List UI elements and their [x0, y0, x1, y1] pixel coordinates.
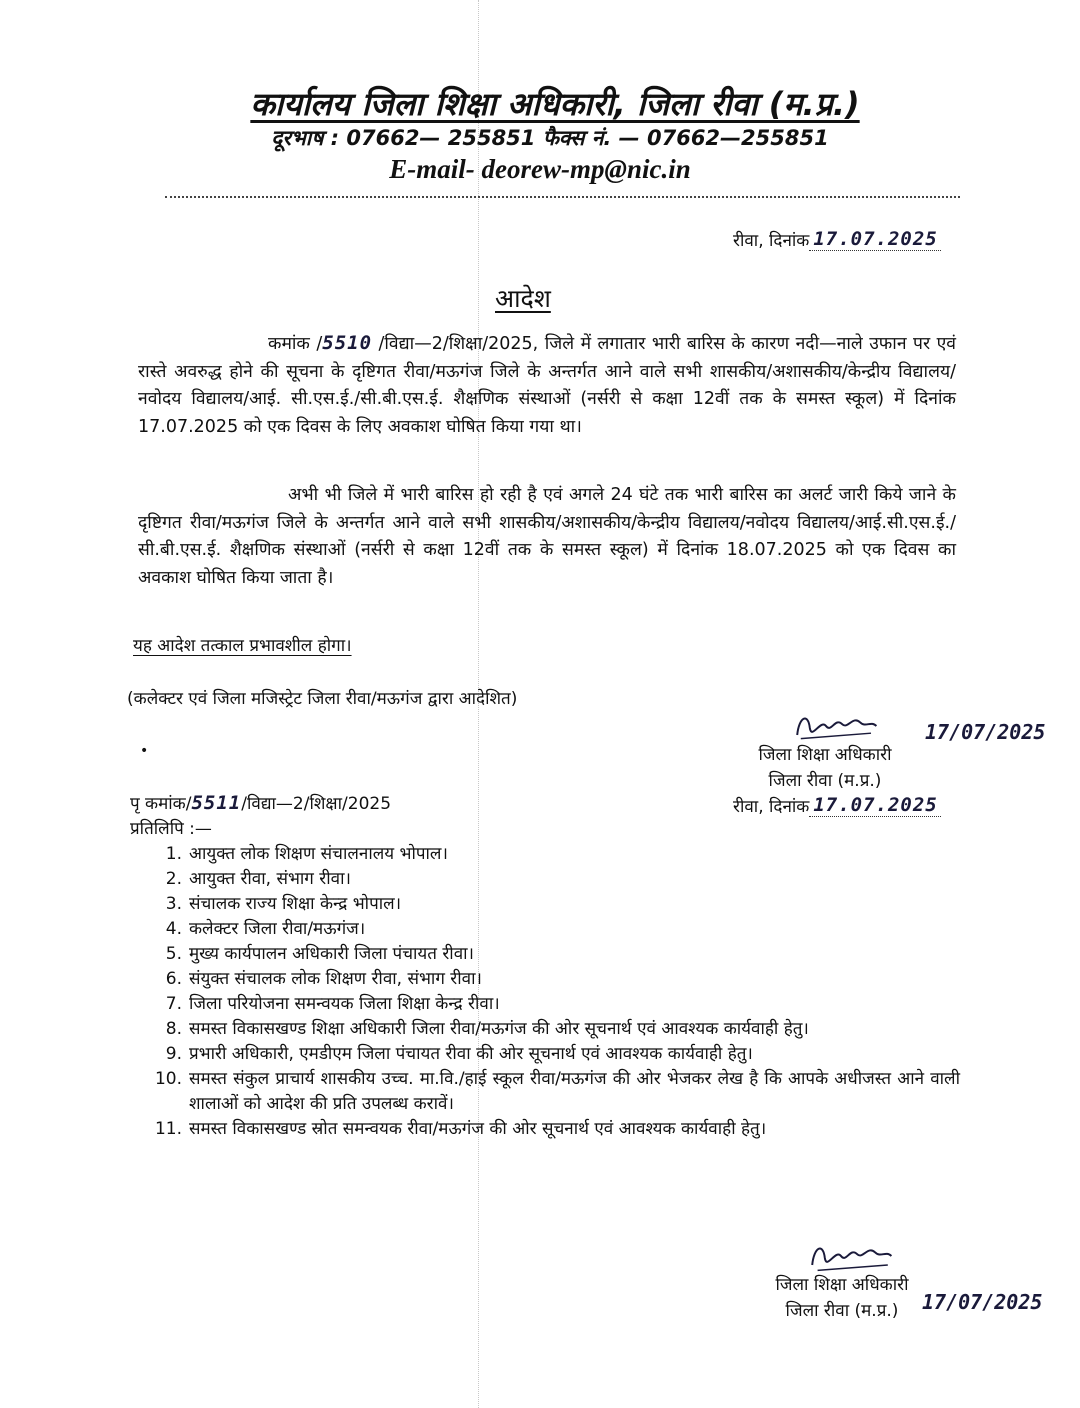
- handwritten-ref-number: 5511: [191, 792, 242, 814]
- effect-line: यह आदेश तत्काल प्रभावशील होगा।: [133, 636, 352, 656]
- list-item-number: 7.: [165, 994, 182, 1014]
- list-item: [150, 1117, 960, 1142]
- copy-to-label: प्रतिलिपि :—: [130, 819, 212, 839]
- ref-prefix: पृ कमांक/: [130, 794, 192, 814]
- list-item-number: 9.: [165, 1044, 182, 1064]
- list-item-text: संचालक राज्य शिक्षा केन्द्र भोपाल।: [189, 894, 402, 914]
- header-divider: [165, 196, 960, 198]
- handwritten-date: 17.07.2025: [813, 794, 938, 816]
- stray-mark: •: [140, 743, 149, 759]
- signature-1-date: 17/07/2025: [925, 720, 1046, 744]
- list-item-number: 8.: [165, 1019, 182, 1039]
- list-item: [150, 1042, 960, 1067]
- date-blank: [809, 794, 941, 817]
- signatory-designation: जिला शिक्षा अधिकारी: [758, 745, 892, 765]
- signatory-designation: जिला शिक्षा अधिकारी: [775, 1275, 909, 1295]
- list-item-number: 6.: [165, 969, 182, 989]
- list-item-number: 4.: [165, 919, 182, 939]
- list-item-number: 3.: [165, 894, 182, 914]
- list-item-text: जिला परियोजना समन्वयक जिला शिक्षा केन्द्र रीवा।: [189, 994, 500, 1014]
- list-item-text: समस्त विकासखण्ड शिक्षा अधिकारी जिला रीवा/मऊगंज की ओर सूचनार्थ एवं आवश्यक कार्यवाही हेतु।: [189, 1019, 809, 1039]
- list-item-number: 11.: [154, 1119, 182, 1139]
- signature-block-1: [730, 742, 920, 794]
- date-blank: [809, 228, 941, 251]
- phone-fax-line: दूरभाष : 07662— 255851 फैक्स नं. — 07662—255851: [271, 126, 829, 150]
- list-item-number: 1.: [165, 844, 182, 864]
- email-line: E-mail- deorew-mp@nic.in: [389, 154, 691, 184]
- endorsement-reference: [130, 791, 391, 814]
- place-date-label: रीवा, दिनांक: [733, 797, 810, 817]
- list-item: [150, 842, 960, 867]
- list-item-text: कलेक्टर जिला रीवा/मऊगंज।: [189, 919, 366, 939]
- list-item-text: समस्त विकासखण्ड स्रोत समन्वयक रीवा/मऊगंज की ओर सूचनार्थ एवं आवश्यक कार्यवाही हेतु।: [189, 1119, 767, 1139]
- order-title: आदेश: [495, 284, 551, 313]
- list-item: [150, 1017, 960, 1042]
- handwritten-order-number: 5510: [322, 332, 373, 354]
- signatory-district: जिला रीवा (म.प्र.): [768, 771, 882, 791]
- signature-block-2: [742, 1272, 942, 1324]
- list-item: [150, 942, 960, 967]
- order-paragraph-1: [138, 330, 956, 441]
- signature-scribble-1: [790, 708, 880, 744]
- copy-to-list: [150, 842, 960, 1142]
- order-paragraph-2: अभी भी जिले में भारी बारिस हो रही है एवं अगले 24 घंटे तक भारी बारिस का अलर्ट जारी किये जाने के दृष्टिगत रीवा/मऊगंज जिले के अन्तर्गत आने वाले सभी शासकीय/अशासकीय/केन्द्रीय विद्यालय/नवोदय विद्यालय/आई.सी.एस.ई./सी.बी.एस.ई. शैक्षणिक संस्थाओं (नर्सरी से कक्षा 12वीं तक के समस्त स्कूल) में दिनांक 18.07.2025 को एक दिवस का अवकाश घोषित किया जाता है।: [138, 485, 956, 588]
- ordered-by-line: (कलेक्टर एवं जिला मजिस्ट्रेट जिला रीवा/मऊगंज द्वारा आदेशित): [127, 689, 518, 709]
- paragraph-1-text: /विद्या—2/शिक्षा/2025, जिले में लगातार भारी बारिस के कारण नदी—नाले उफान पर एवं रास्ते अवरुद्ध होने की सूचना के दृष्टिगत रीवा/मऊगंज जिले के अन्तर्गत आने वाले सभी शासकीय/अशासकीय/केन्द्रीय विद्यालय/नवोदय विद्यालय/आई. सी.एस.ई./सी.बी.एस.ई. शैक्षणिक संस्थाओं (नर्सरी से कक्षा 12वीं तक के समस्त स्कूल) में दिनांक 17.07.2025 को एक दिवस के लिए अवकाश घोषित किया गया था।: [138, 334, 956, 437]
- list-item-number: 10.: [154, 1069, 182, 1089]
- list-item-text: आयुक्त रीवा, संभाग रीवा।: [189, 869, 351, 889]
- list-item-text: आयुक्त लोक शिक्षण संचालनालय भोपाल।: [189, 844, 448, 864]
- list-item-text: समस्त संकुल प्राचार्य शासकीय उच्च. मा.वि./हाई स्कूल रीवा/मऊगंज की ओर भेजकर लेख है कि आपके अधीजस्त आने वाली शालाओं को आदेश की प्रति उपलब्ध करावें।: [189, 1069, 960, 1114]
- signature-scribble-2: [805, 1238, 895, 1274]
- list-item: [150, 992, 960, 1017]
- list-item-text: संयुक्त संचालक लोक शिक्षण रीवा, संभाग रीवा।: [189, 969, 482, 989]
- list-item-number: 2.: [165, 869, 182, 889]
- ref-suffix: /विद्या—2/शिक्षा/2025: [241, 794, 392, 814]
- signature-1-place-date: [733, 794, 941, 817]
- order-number-prefix: कमांक /: [268, 334, 323, 354]
- handwritten-date: 17.07.2025: [813, 228, 938, 250]
- list-item-text: मुख्य कार्यपालन अधिकारी जिला पंचायत रीवा।: [189, 944, 474, 964]
- list-item: [150, 1067, 960, 1117]
- signatory-district: जिला रीवा (म.प्र.): [785, 1301, 899, 1321]
- list-item: [150, 892, 960, 917]
- office-title: कार्यालय जिला शिक्षा अधिकारी, जिला रीवा (म.प्र.): [250, 85, 860, 123]
- list-item-number: 5.: [165, 944, 182, 964]
- place-date-label: रीवा, दिनांक: [733, 231, 810, 251]
- list-item: [150, 967, 960, 992]
- list-item: [150, 867, 960, 892]
- signature-2-date: 17/07/2025: [922, 1290, 1043, 1314]
- list-item: [150, 917, 960, 942]
- list-item-text: प्रभारी अधिकारी, एमडीएम जिला पंचायत रीवा की ओर सूचनार्थ एवं आवश्यक कार्यवाही हेतु।: [189, 1044, 753, 1064]
- issue-date-line: [733, 228, 941, 251]
